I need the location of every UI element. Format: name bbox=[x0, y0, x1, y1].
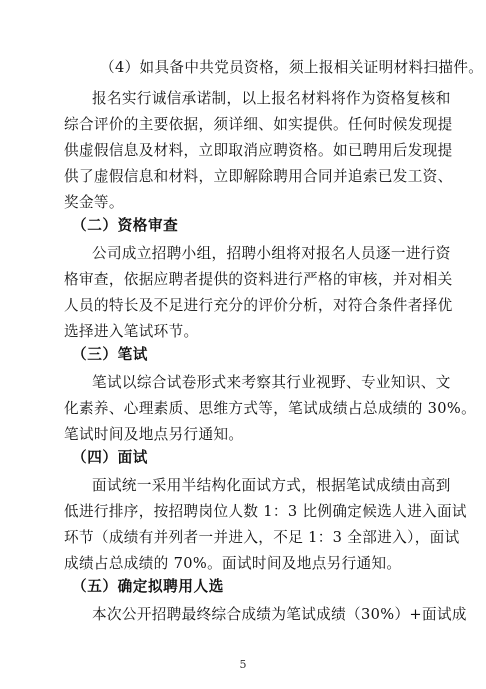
paragraph-line: 格审查，依据应聘者提供的资料进行严格的审核，并对相关 bbox=[64, 271, 453, 288]
paragraph-line: 化素养、心理素质、思维方式等，笔试成绩占总成绩的 30%。 bbox=[64, 400, 477, 417]
paragraph-line: 笔试时间及地点另行通知。 bbox=[64, 426, 244, 443]
paragraph-line: 奖金等。 bbox=[64, 194, 124, 211]
paragraph-line: 人员的特长及不足进行充分的评价分析，对符合条件者择优 bbox=[64, 297, 453, 314]
paragraph-line: 低进行排序，按招聘岗位人数 1：3 比例确定候选人进入面试 bbox=[64, 503, 467, 520]
list-item-party-member: （4）如具备中共党员资格，须上报相关证明材料扫描件。 bbox=[100, 59, 484, 76]
paragraph-line: 选择进入笔试环节。 bbox=[64, 323, 199, 340]
section-heading-interview: （四）面试 bbox=[72, 449, 148, 466]
paragraph-line: 报名实行诚信承诺制，以上报名材料将作为资格复核和 bbox=[92, 90, 451, 107]
paragraph-line: 成绩占总成绩的 70%。面试时间及地点另行通知。 bbox=[64, 555, 402, 572]
section-heading-candidate-selection: （五）确定拟聘用人选 bbox=[72, 578, 224, 595]
paragraph-line: 环节（成绩有并列者一并进入，不足 1：3 全部进入），面试 bbox=[64, 529, 460, 546]
paragraph-line: 本次公开招聘最终综合成绩为笔试成绩（30%）+面试成 bbox=[92, 606, 467, 623]
paragraph-line: 公司成立招聘小组，招聘小组将对报名人员逐一进行资 bbox=[92, 245, 451, 262]
section-heading-written-exam: （三）笔试 bbox=[72, 346, 148, 363]
paragraph-line: 综合评价的主要依据，须详细、如实提供。任何时候发现提 bbox=[64, 116, 453, 133]
paragraph-line: 供了虚假信息和材料，立即解除聘用合同并追索已发工资、 bbox=[64, 168, 453, 185]
paragraph-line: 面试统一采用半结构化面试方式，根据笔试成绩由高到 bbox=[92, 477, 451, 494]
page-number: 5 bbox=[239, 658, 247, 671]
paragraph-line: 供虚假信息及材料，立即取消应聘资格。如已聘用后发现提 bbox=[64, 142, 453, 159]
section-heading-qualification-review: （二）资格审查 bbox=[72, 217, 179, 234]
paragraph-line: 笔试以综合试卷形式来考察其行业视野、专业知识、文 bbox=[92, 374, 451, 391]
